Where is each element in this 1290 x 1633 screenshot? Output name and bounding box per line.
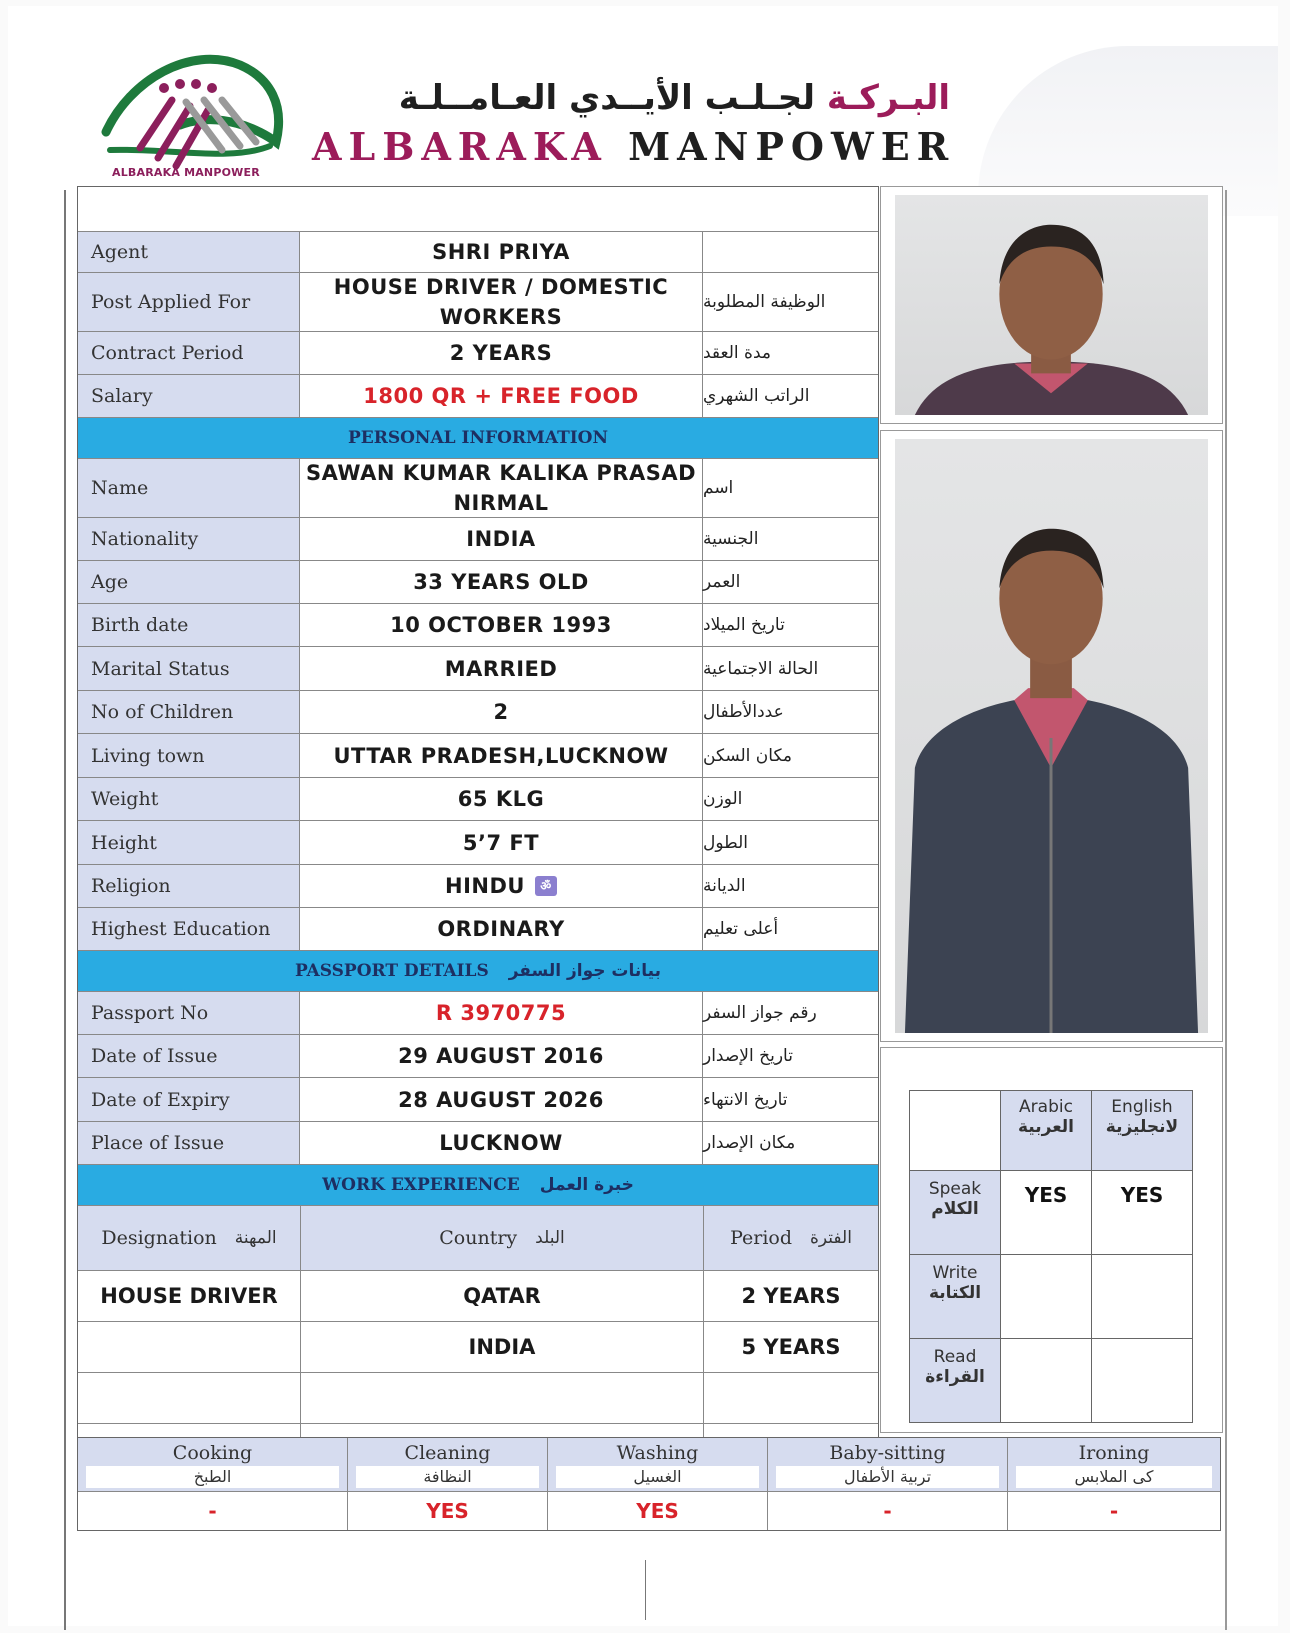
skill-name-ar: الغسيل <box>556 1466 759 1488</box>
personal-value-text: 33 YEARS OLD <box>413 570 589 594</box>
period-label: Period <box>730 1227 792 1249</box>
job-value-text: SHRI PRIYA <box>432 240 570 264</box>
personal-row <box>78 691 878 734</box>
passport-label-ar: تاريخ الإصدار <box>703 1046 793 1066</box>
header-english-brand: ALBARAKA <box>312 124 608 169</box>
personal-value <box>300 691 703 733</box>
write-arabic-value <box>1001 1255 1092 1339</box>
work-period <box>704 1373 878 1423</box>
person-body-photo-icon <box>895 439 1208 1033</box>
skill-value: - <box>1109 1499 1119 1523</box>
job-label-ar <box>703 232 878 272</box>
passport-title: PASSPORT DETAILS <box>295 961 489 981</box>
job-value <box>300 375 703 417</box>
read-label-ar: القراءة <box>925 1367 985 1387</box>
personal-label-ar: العمر <box>703 572 741 592</box>
english-header-ar: لانجليزية <box>1105 1117 1179 1137</box>
personal-label-ar: الجنسية <box>703 529 759 549</box>
passport-photo <box>880 186 1223 424</box>
skill-name: Baby-sitting <box>829 1442 946 1464</box>
work-designation <box>78 1322 301 1372</box>
read-arabic-value <box>1001 1339 1092 1423</box>
passport-value-text: 28 AUGUST 2026 <box>398 1087 604 1112</box>
personal-label: Age <box>78 561 300 603</box>
skill-header <box>1008 1438 1220 1492</box>
job-row <box>78 332 878 375</box>
job-row <box>78 232 878 273</box>
personal-value-text: 2 <box>493 700 509 724</box>
passport-label: Date of Issue <box>78 1035 300 1077</box>
passport-label: Passport No <box>78 992 300 1034</box>
job-label: Post Applied For <box>78 273 300 331</box>
job-value-text: HOUSE DRIVER / DOMESTIC WORKERS <box>333 275 669 329</box>
work-period: 5 YEARS <box>741 1335 841 1359</box>
passport-value <box>300 1078 703 1121</box>
personal-label: Birth date <box>78 604 300 646</box>
work-title-ar: خبرة العمل <box>539 1175 634 1195</box>
footer-divider <box>645 1560 646 1620</box>
personal-section <box>78 459 878 951</box>
speak-arabic-value: YES <box>1001 1171 1092 1255</box>
header-arabic-rest: لجـلـب الأيــدي العـامــلـة <box>398 78 816 118</box>
personal-row <box>78 459 878 518</box>
personal-value-text: 10 OCTOBER 1993 <box>390 613 612 637</box>
skill-name-ar: الطبخ <box>86 1466 339 1488</box>
work-row <box>78 1271 878 1322</box>
personal-value <box>300 865 703 907</box>
personal-info-title: PERSONAL INFORMATION <box>347 428 609 448</box>
work-designation: HOUSE DRIVER <box>78 1271 301 1321</box>
job-row <box>78 273 878 332</box>
personal-row <box>78 518 878 561</box>
designation-header <box>78 1206 301 1270</box>
personal-value <box>300 459 703 517</box>
write-english-value <box>1092 1255 1193 1339</box>
personal-label-ar: الحالة الاجتماعية <box>703 658 819 679</box>
logo-caption: ALBARAKA MANPOWER <box>112 166 260 179</box>
english-column-header <box>1092 1091 1193 1171</box>
passport-value <box>300 992 703 1034</box>
personal-value <box>300 821 703 864</box>
language-corner-cell <box>910 1091 1001 1171</box>
personal-label-ar: عددالأطفال <box>703 702 784 722</box>
skill-value: YES <box>426 1499 469 1523</box>
write-row-label <box>910 1255 1001 1339</box>
personal-value <box>300 778 703 820</box>
skill-name-ar: تربية الأطفال <box>776 1466 999 1488</box>
full-body-photo <box>880 430 1223 1042</box>
skill-name: Ironing <box>1078 1442 1150 1464</box>
skill-name: Cooking <box>172 1442 253 1464</box>
work-row <box>78 1373 878 1424</box>
personal-label-ar: الوزن <box>703 789 743 809</box>
personal-row <box>78 908 878 951</box>
period-label-ar: الفترة <box>810 1228 852 1248</box>
header-english-rest: MANPOWER <box>628 124 956 169</box>
speak-english-value: YES <box>1092 1171 1193 1255</box>
personal-value-text: 65 KLG <box>457 787 545 811</box>
read-english-value <box>1092 1339 1193 1423</box>
personal-row <box>78 778 878 821</box>
header-arabic-brand: البـركـة <box>826 78 950 118</box>
job-value <box>300 332 703 374</box>
skill-header <box>548 1438 767 1492</box>
job-label: Agent <box>78 232 300 272</box>
job-label-ar: الراتب الشهري <box>703 386 810 406</box>
job-value <box>300 273 703 331</box>
language-table <box>909 1090 1193 1423</box>
work-experience-header <box>78 1165 878 1206</box>
passport-title-ar: بيانات جواز السفر <box>508 961 661 981</box>
english-header-en: English <box>1111 1097 1173 1117</box>
passport-row <box>78 1122 878 1165</box>
personal-label: No of Children <box>78 691 300 733</box>
personal-row <box>78 561 878 604</box>
personal-label: Highest Education <box>78 908 300 950</box>
personal-value-text: HINDU <box>445 874 525 898</box>
skill-cooking <box>78 1438 348 1530</box>
albaraka-logo <box>100 50 290 180</box>
skill-name-ar: النظافة <box>356 1466 539 1488</box>
passport-label: Place of Issue <box>78 1122 300 1164</box>
work-title: WORK EXPERIENCE <box>322 1175 520 1195</box>
read-row-label <box>910 1339 1001 1423</box>
passport-details-header <box>78 951 878 992</box>
skill-header <box>768 1438 1007 1492</box>
write-label-en: Write <box>932 1263 978 1283</box>
work-experience-rows <box>78 1271 878 1441</box>
personal-value-text: UTTAR PRADESH,LUCKNOW <box>333 743 669 768</box>
page-frame-right <box>1225 190 1227 1630</box>
personal-label: Living town <box>78 734 300 777</box>
passport-value <box>300 1122 703 1164</box>
header-arabic-title <box>310 78 950 118</box>
work-country <box>301 1373 704 1423</box>
country-header <box>301 1206 704 1270</box>
country-label-ar: البلد <box>535 1228 565 1248</box>
passport-value-text: R 3970775 <box>435 1001 567 1025</box>
personal-label-ar: الديانة <box>703 876 746 896</box>
skill-value: YES <box>636 1499 679 1523</box>
skill-ironing <box>1008 1438 1220 1530</box>
skill-name: Washing <box>616 1442 699 1464</box>
work-columns-header <box>78 1206 878 1271</box>
read-label-en: Read <box>933 1347 977 1367</box>
om-icon: ॐ <box>535 876 557 896</box>
skill-value: - <box>883 1499 892 1523</box>
designation-label-ar: المهنة <box>234 1228 277 1248</box>
job-label: Salary <box>78 375 300 417</box>
arabic-header-ar: العربية <box>1017 1117 1074 1137</box>
personal-row <box>78 647 878 691</box>
arabic-column-header <box>1001 1091 1092 1171</box>
personal-label-ar: الطول <box>703 832 748 853</box>
job-section <box>78 232 878 418</box>
skill-header <box>348 1438 547 1492</box>
skill-name: Cleaning <box>404 1442 491 1464</box>
skill-header <box>78 1438 347 1492</box>
country-label: Country <box>439 1227 518 1249</box>
personal-label: Name <box>78 459 300 517</box>
write-label-ar: الكتابة <box>928 1283 982 1303</box>
work-country: QATAR <box>301 1271 704 1321</box>
personal-label: Weight <box>78 778 300 820</box>
household-skills-table <box>77 1437 1221 1531</box>
full-body-photo-image <box>895 439 1208 1033</box>
personal-value-text: SAWAN KUMAR KALIKA PRASAD NIRMAL <box>305 461 697 515</box>
personal-value <box>300 908 703 950</box>
table-top-spacer <box>78 187 878 232</box>
passport-row <box>78 1078 878 1122</box>
personal-value-text: MARRIED <box>444 656 558 681</box>
personal-row <box>78 865 878 908</box>
page-frame-left <box>64 190 66 1630</box>
period-header <box>704 1206 878 1270</box>
passport-label: Date of Expiry <box>78 1078 300 1121</box>
personal-label: Religion <box>78 865 300 907</box>
personal-value <box>300 561 703 603</box>
personal-row <box>78 821 878 865</box>
passport-section <box>78 992 878 1165</box>
header-english-title <box>312 124 955 169</box>
work-period: 2 YEARS <box>741 1284 841 1308</box>
personal-value <box>300 518 703 560</box>
passport-label-ar: مكان الإصدار <box>703 1133 796 1153</box>
speak-row-label <box>910 1171 1001 1255</box>
personal-label-ar: أعلى تعليم <box>703 919 779 939</box>
work-country: INDIA <box>301 1322 704 1372</box>
job-label: Contract Period <box>78 332 300 374</box>
passport-value-text: 29 AUGUST 2016 <box>398 1044 604 1068</box>
speak-label-en: Speak <box>928 1179 982 1199</box>
job-value-text: 2 YEARS <box>449 341 553 365</box>
personal-value <box>300 604 703 646</box>
personal-label-ar: اسم <box>703 478 734 498</box>
skill-name-ar: كى الملابس <box>1016 1466 1212 1488</box>
designation-label: Designation <box>101 1227 217 1249</box>
work-row <box>78 1322 878 1373</box>
personal-info-header <box>78 418 878 459</box>
personal-value <box>300 647 703 690</box>
job-label-ar: مدة العقد <box>703 343 771 363</box>
cv-info-table <box>77 186 879 1442</box>
personal-value-text: ORDINARY <box>437 917 565 941</box>
person-photo-icon <box>895 195 1208 415</box>
passport-row <box>78 1035 878 1078</box>
personal-label: Nationality <box>78 518 300 560</box>
personal-label-ar: مكان السكن <box>703 745 792 766</box>
passport-label-ar: رقم جواز السفر <box>703 1003 817 1023</box>
skill-cleaning <box>348 1438 548 1530</box>
passport-photo-image <box>895 195 1208 415</box>
personal-row <box>78 734 878 778</box>
personal-row <box>78 604 878 647</box>
personal-value <box>300 734 703 777</box>
skill-value: - <box>208 1499 217 1523</box>
passport-row <box>78 992 878 1035</box>
work-designation <box>78 1373 301 1423</box>
language-skills-panel <box>880 1047 1223 1433</box>
job-value-text: 1800 QR + FREE FOOD <box>363 384 639 408</box>
skill-washing <box>548 1438 768 1530</box>
speak-label-ar: الكلام <box>931 1199 979 1219</box>
personal-value-text: INDIA <box>466 527 536 551</box>
arabic-header-en: Arabic <box>1019 1097 1073 1117</box>
personal-label: Marital Status <box>78 647 300 690</box>
personal-label-ar: تاريخ الميلاد <box>703 615 785 635</box>
skill-baby-sitting <box>768 1438 1008 1530</box>
job-label-ar: الوظيفة المطلوبة <box>703 292 826 312</box>
personal-label: Height <box>78 821 300 864</box>
job-value <box>300 232 703 272</box>
passport-value <box>300 1035 703 1077</box>
passport-label-ar: تاريخ الانتهاء <box>703 1089 788 1110</box>
passport-value-text: LUCKNOW <box>439 1131 563 1155</box>
personal-value-text: 5’7 FT <box>462 830 540 855</box>
job-row <box>78 375 878 418</box>
